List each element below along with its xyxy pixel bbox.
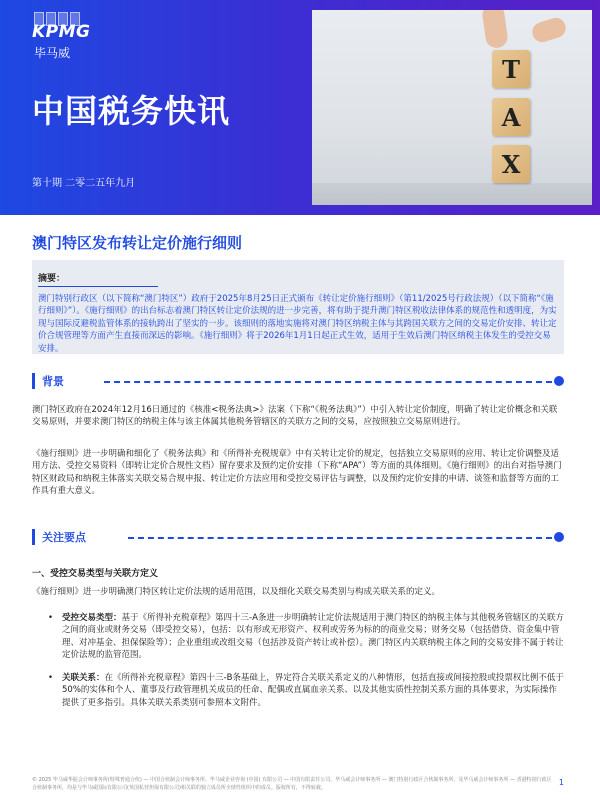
- abstract-label: 摘要：: [38, 271, 158, 287]
- bullet-lead: 关联关系：: [62, 673, 105, 683]
- bullet-text: 基于《所得补充税章程》第四十三-A条进一步明确转让定价法规适用于澳门特区的纳税主体与其他税务管辖区的关联方之间的商业或财务交易（即受控交易），包括：以有形或无形资产、权利或劳务为标的的商业交易；财务交易（包括借贷、资金集中管理、对冲基金、担保保险等）；企业重组或改组交易（包括涉及资产转让或补偿）。澳门特区内关联纳税主体之间的交易安排不属于转让定价法规的监管范围。: [62, 613, 564, 661]
- footer-copyright: © 2025 毕马威华振会计师事务所(特殊普通合伙) — 中国合伙制会计师事务所、毕马威企业咨询 (中国) 有限公司 — 中国有限责任公司、毕马威会计师事务所 — 澳门特别行政区合伙制事务所，及毕马威会计师事务所 — 香港特别行政区合伙制事务所，均是与毕马威国际有限公司(英国私营担保有限公司)相关联的独立成员所全球性组织中的成员。版权所有，不得转载。: [32, 777, 552, 791]
- bullet-dot-icon: •: [48, 613, 54, 623]
- bullet-controlled-transaction-types: [48, 612, 564, 662]
- section-label-key-points: 关注要点: [42, 531, 86, 544]
- issue-date: 第十期 二零二五年九月: [32, 178, 136, 189]
- section-dot-icon: [554, 376, 564, 386]
- photo-block-a: A: [492, 98, 530, 136]
- bullet-lead: 受控交易类型：: [62, 613, 122, 623]
- photo-finger: [481, 10, 509, 49]
- section-dash-line: [128, 537, 552, 539]
- abstract-text: 澳门特别行政区（以下简称“澳门特区”）政府于2025年8月25日正式颁布《转让定价施行细则》（第11/2025号行政法规）（以下简称“《施行细则》”）。《施行细则》的出台标志着澳门特区转让定价法规的进一步完善，将有助于提升澳门特区税收法律体系的规范性和透明度，为实现与国际反避税监管体系的接轨跨出了坚实的一步。该细则的落地实施将对澳门特区纳税主体与其跨国关联方之间的交易定价安排、转让定价合规管理等方面产生直接而深远的影响。《施行细则》将于2026年1月1日起正式生效，适用于生效后澳门特区纳税主体发生的受控交易安排。: [38, 294, 557, 354]
- tax-blocks-photo: [312, 10, 592, 205]
- photo-block-t: T: [492, 50, 530, 88]
- page-number: 1: [558, 778, 564, 787]
- abstract-box: [32, 260, 564, 354]
- photo-shelf: [312, 183, 592, 205]
- section-tick: [32, 529, 35, 545]
- kpmg-logo-cn: 毕马威: [34, 46, 71, 60]
- background-paragraph-2: 《施行细则》进一步明确和细化了《税务法典》和《所得补充税规章》中有关转让定价的规定，包括独立交易原则的应用、转让定价调整及适用方法、受控交易资料（即转让定价合规性文档）留存要求及预约定价安排（下称“APA”）等方面的具体细则。《施行细则》的出台对指导澳门特区财政局和纳税主体落实关联交易合规申报、转让定价方法应用和受控交易评估与调整，以及预约定价安排的申请、谈签和监督等方面的工作具有重大意义。: [32, 449, 562, 497]
- article-title: 澳门特区发布转让定价施行细则: [32, 234, 243, 252]
- bullet-text: 在《所得补充税章程》第四十三-B条基础上，界定符合关联关系定义的八种情形，包括直接或间接控股或投票权比例不低于50%的实体和个人、董事及行政管理机关成员的任命、配偶或直属血亲关系、以及其他实质性控制关系方面的具体要求，为实际操作提供了更多指引。具体关联关系类别可参照本文附件。: [62, 673, 564, 708]
- photo-thumb: [530, 15, 569, 45]
- key-points-paragraph: 《施行细则》进一步明确澳门特区转让定价法规的适用范围，以及细化关联交易类别与构成关联关系的定义。: [32, 587, 441, 597]
- section-tick: [32, 373, 35, 389]
- kpmg-logo: KPMG: [32, 22, 91, 42]
- publication-title: 中国税务快讯: [32, 92, 231, 130]
- header-banner: [0, 0, 600, 215]
- section-header-key-points: [32, 528, 564, 546]
- bullet-dot-icon: •: [48, 673, 54, 683]
- section-dash-line: [104, 381, 552, 383]
- section-label-background: 背景: [42, 375, 64, 388]
- bullet-related-party-relationship: [48, 672, 564, 709]
- background-paragraph-1: 澳门特区政府在2024年12月16日通过的《核准<税务法典>》法案（下称“《税务法典》”）中引入转让定价制度，明确了转让定价概念和关联交易原则，并要求澳门特区的纳税主体与该主体属其他税务管辖区的关联方之间的交易，应按照独立交易原则进行。: [32, 405, 558, 428]
- section-dot-icon: [554, 532, 564, 542]
- photo-block-x: X: [492, 145, 530, 183]
- section-header-background: [32, 372, 564, 390]
- subheading-controlled-transactions: 一、受控交易类型与关联方定义: [32, 569, 159, 579]
